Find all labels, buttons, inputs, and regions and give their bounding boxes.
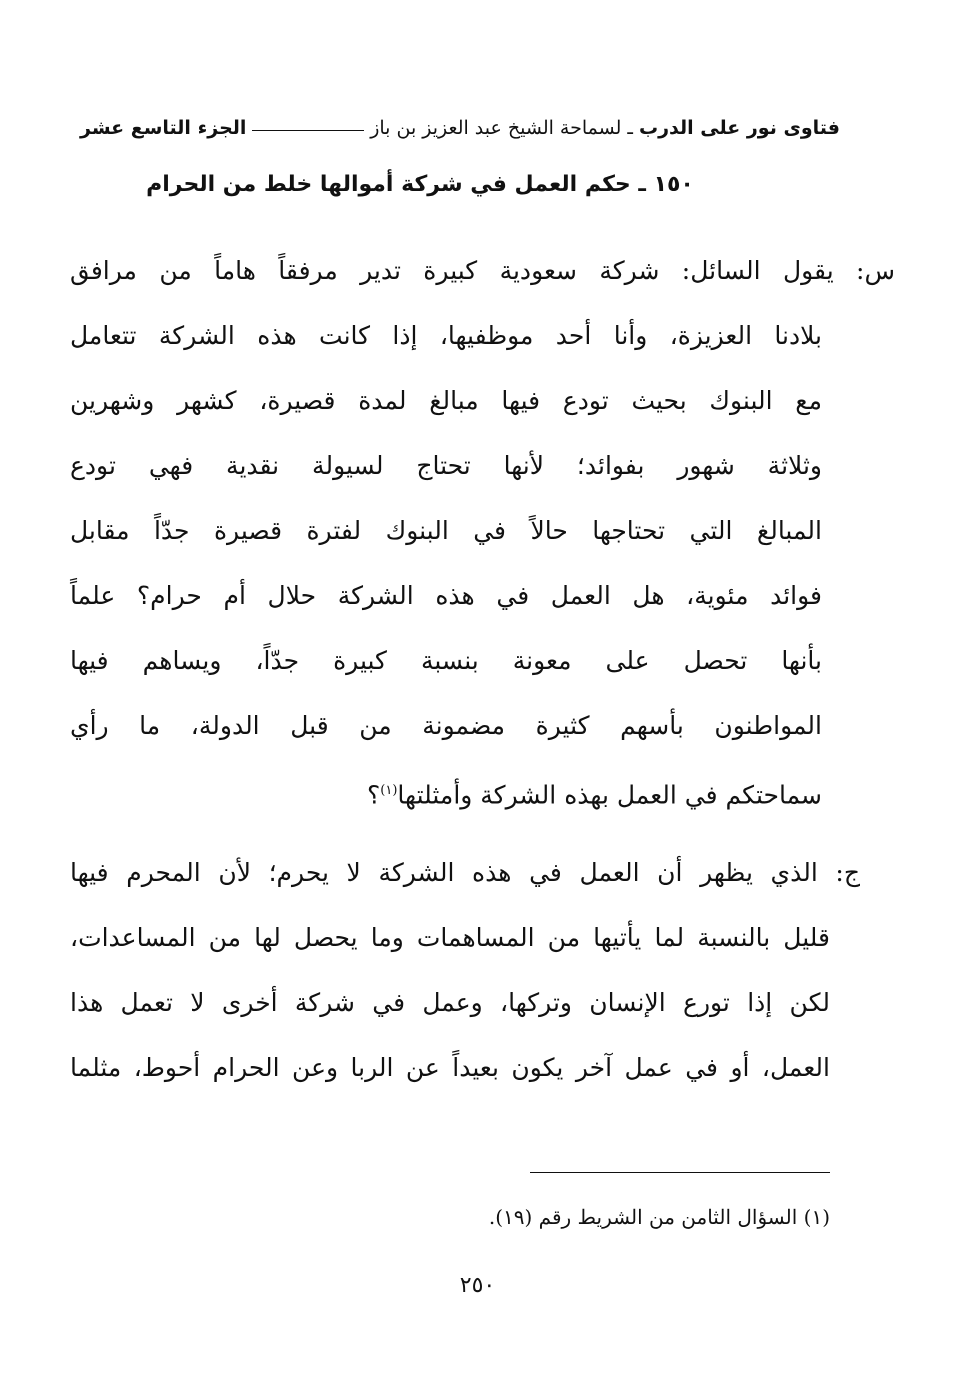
volume-label: الجزء التاسع عشر (80, 117, 247, 139)
question-last-line (70, 758, 822, 827)
answer-paragraph (70, 840, 860, 1100)
page-number: ٢٥٠ (459, 1273, 496, 1298)
answer-line: ج: الذي يظهر أن العمل في هذه الشركة لا يحرم؛ لأن المحرم فيها (70, 858, 860, 887)
question-line: بلادنا العزيزة، وأنا أحد موظفيها، إذا كانت هذه الشركة تتعامل (70, 321, 822, 350)
answer-line: قليل بالنسبة لما يأتيها من المساهمات وما يحصل لها من المساعدات، (70, 923, 830, 952)
question-paragraph (70, 238, 895, 827)
book-title: فتاوى نور على الدرب (639, 117, 840, 139)
author-name: ـ لسماحة الشيخ عبد العزيز بن باز (370, 117, 633, 139)
fatwa-title: ١٥٠ ـ حكم العمل في شركة أموالها خلط من الحرام (146, 172, 694, 197)
footnote-separator (530, 1172, 830, 1173)
question-line: وثلاثة شهور بفوائد؛ لأنها تحتاج لسيولة نقدية فهي تودع (70, 451, 822, 480)
footnote-marker: (١) (380, 783, 398, 798)
footnote: (١) السؤال الثامن من الشريط رقم (١٩). (488, 1205, 830, 1229)
question-line: المواطنون بأسهم كثيرة مضمونة من قبل الدولة، ما رأي (70, 711, 822, 740)
question-line: فوائد مئوية، هل العمل في هذه الشركة حلال أم حرام؟ علماً (70, 581, 822, 610)
question-mark: ؟ (367, 780, 381, 810)
answer-line: لكن إذا تورع الإنسان وتركها، وعمل في شركة أخرى لا تعمل هذا (70, 988, 830, 1017)
question-line: المبالغ التي تحتاجها حالاً في البنوك لفترة قصيرة جدّاً مقابل (70, 516, 822, 545)
question-line: بأنها تحصل على معونة بنسبة كبيرة جدّاً، ويساهم فيها (70, 646, 822, 675)
question-line: س: يقول السائل: شركة سعودية كبيرة تدير مرفقاً هاماً من مرافق (70, 256, 895, 285)
question-line: مع البنوك بحيث تودع فيها مبالغ لمدة قصيرة، كشهر وشهرين (70, 386, 822, 415)
running-header (80, 112, 840, 144)
question-line: سماحتكم في العمل بهذه الشركة وأمثلتها (397, 780, 822, 810)
header-dash-rule (252, 130, 364, 131)
answer-line: العمل، أو في عمل آخر يكون بعيداً عن الربا وعن الحرام أحوط، مثلما (70, 1053, 830, 1082)
